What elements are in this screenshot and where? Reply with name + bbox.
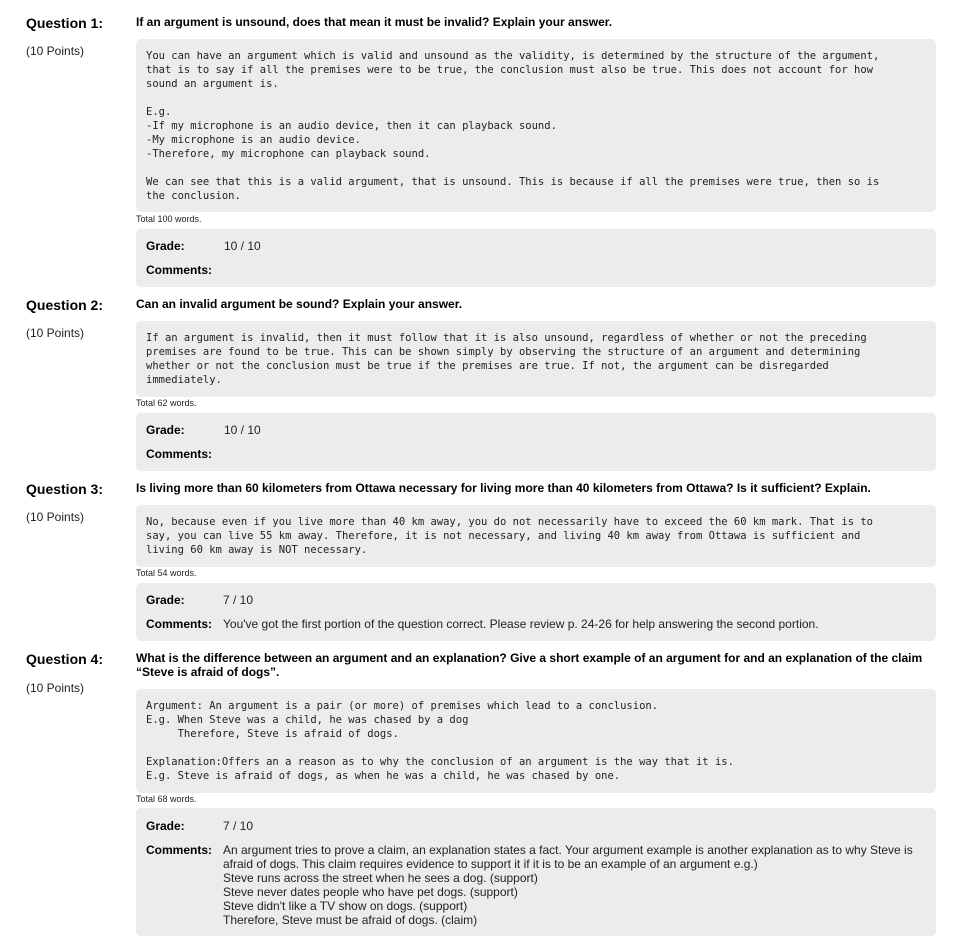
comments-text: An argument tries to prove a claim, an explanation states a fact. Your argument example is another explanation as to why Steve is afraid of dogs. This claim requires evidence to support it if it is to be an example of an argument e.g.) Steve runs across the street when he sees a dog. (support) Steve never dates people who have pet dogs. (support) Steve didn't like a TV show on dogs. (support) Therefore, Steve must be afraid of dogs. (claim) [223, 843, 913, 927]
answer-box [136, 505, 936, 567]
question-label: Question 1: [26, 15, 104, 31]
comments-label: Comments: [146, 447, 213, 461]
grade-value: 10 / 10 [224, 239, 261, 253]
answer-box [136, 689, 936, 793]
question-points: (10 Points) [26, 44, 85, 58]
grade-box [136, 229, 936, 287]
comments-text: You've got the first portion of the question correct. Please review p. 24-26 for help answering the second portion. [223, 617, 819, 631]
answer-box [136, 321, 936, 397]
question-label: Question 2: [26, 297, 104, 313]
word-count: Total 68 words. [136, 794, 197, 804]
question-text: What is the difference between an argument and an explanation? Give a short example of an argument for and an explanation of the claim “Steve is afraid of dogs”. [136, 651, 923, 679]
question-label: Question 4: [26, 651, 104, 667]
word-count: Total 62 words. [136, 398, 197, 408]
question-text: Is living more than 60 kilometers from Ottawa necessary for living more than 40 kilometers from Ottawa? Is it sufficient? Explain. [136, 481, 871, 495]
comments-label: Comments: [146, 843, 213, 857]
word-count: Total 54 words. [136, 568, 197, 578]
grade-value: 7 / 10 [223, 819, 254, 833]
answer-text: You can have an argument which is valid and unsound as the validity, is determined by the structure of the argument, that is to say if all the premises were to be true, the conclusion must also be true. This does not account for how sound an argument is. E.g. -If my microphone is an audio device, then it can playback sound. -My microphone is an audio device. -Therefore, my microphone can playback sound. We can see that this is a valid argument, that is unsound. This is because if all the premises were true, then so is the conclusion. [146, 50, 880, 202]
answer-box [136, 39, 936, 212]
question-label: Question 3: [26, 481, 104, 497]
grade-label: Grade: [146, 423, 185, 437]
answer-text: No, because even if you live more than 40 km away, you do not necessarily have to exceed the 60 km mark. That is to say, you can live 55 km away. Therefore, it is not necessary, and living 40 km away from Ottawa is sufficient and living 60 km away is NOT necessary. [146, 516, 873, 556]
question-text: If an argument is unsound, does that mean it must be invalid? Explain your answer. [136, 15, 613, 29]
question-points: (10 Points) [26, 510, 85, 524]
answer-text: Argument: An argument is a pair (or more) of premises which lead to a conclusion. E.g. When Steve was a child, he was chased by a dog Therefore, Steve is afraid of dogs. Explanation:Offers an a reason as to why the conclusion of an argument is the way that it is. E.g. Steve is afraid of dogs, as when he was a child, he was chased by one. [146, 700, 734, 782]
answer-text: If an argument is invalid, then it must follow that it is also unsound, regardless of whether or not the preceding premises are found to be true. This can be shown simply by observing the structure of an argument and determining whether or not the conclusion must be true if the premises are true. If not, the argument can be disregarded immediately. [146, 332, 867, 386]
grade-box [136, 413, 936, 471]
grade-box [136, 583, 936, 641]
comments-label: Comments: [146, 617, 213, 631]
grade-label: Grade: [146, 593, 185, 607]
question-points: (10 Points) [26, 681, 85, 695]
grade-value: 10 / 10 [224, 423, 261, 437]
grade-value: 7 / 10 [223, 593, 254, 607]
grade-label: Grade: [146, 239, 185, 253]
question-points: (10 Points) [26, 326, 85, 340]
question-text: Can an invalid argument be sound? Explain your answer. [136, 297, 463, 311]
comments-label: Comments: [146, 263, 213, 277]
word-count: Total 100 words. [136, 214, 202, 224]
grade-label: Grade: [146, 819, 185, 833]
grade-box [136, 808, 936, 936]
